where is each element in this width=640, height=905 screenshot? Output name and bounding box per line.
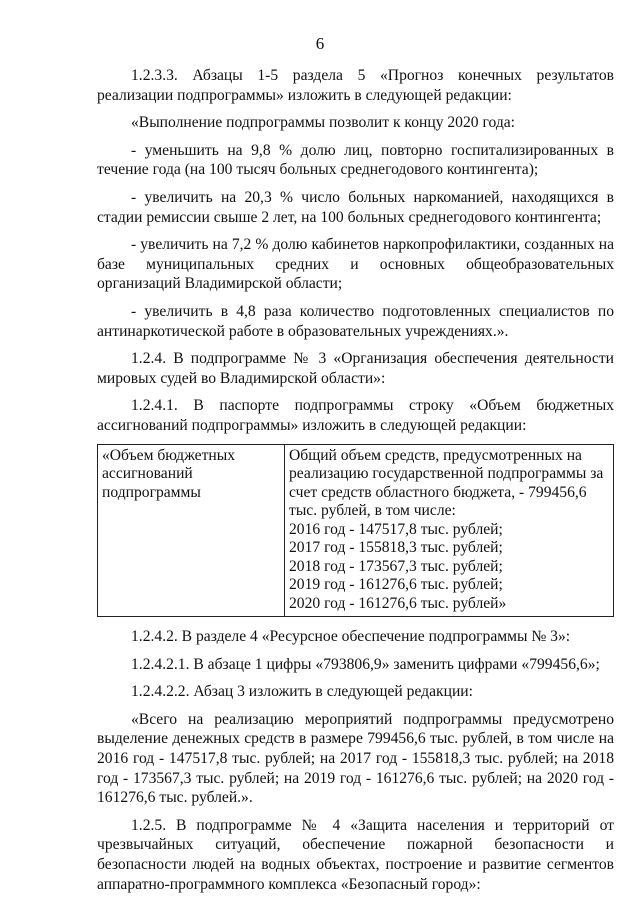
page-number: 6 xyxy=(315,34,325,53)
table-cell-label: «Объем бюджетных ассигнований подпрограммы xyxy=(98,444,285,617)
paragraph-total-funding: «Всего на реализацию мероприятий подпрограммы предусмотрено выделение денежных средств в размере 799456,6 тыс. рублей, в том числе на 2016 год - 147517,8 тыс. рублей; на 2017 год - 155818,3 тыс. рублей; на 2018 год - 173567,3 тыс. рублей; на 2019 год - 161276,6 тыс. рублей; на 2020 год - 161276,6 тыс. рублей.». xyxy=(97,710,614,807)
paragraph-1-2-4-2: 1.2.4.2. В разделе 4 «Ресурсное обеспечение подпрограммы № 3»: xyxy=(131,628,571,645)
amount-year-2019: 2019 год - 161276,6 тыс. рублей; xyxy=(289,576,503,593)
amount-year-2020: 2020 год - 161276,6 тыс. рублей» xyxy=(289,594,507,612)
table-cell-amounts xyxy=(285,444,614,617)
table-row xyxy=(98,444,614,617)
paragraph-1-2-3-3: 1.2.3.3. Абзацы 1-5 раздела 5 «Прогноз конечных результатов реализации подпрограммы» изложить в следующей редакции: xyxy=(97,67,614,104)
amounts-intro: Общий объем средств, предусмотренных на реализацию государственной подпрограммы за счет средств областного бюджета, - 799456,6 тыс. рублей, в том числе: xyxy=(289,446,604,519)
paragraph-bullet-remission: - увеличить на 20,3 % число больных наркоманией, находящихся в стадии ремиссии свыше 2 лет, на 100 больных среднегодового контингента; xyxy=(97,188,614,226)
document-body xyxy=(97,66,614,902)
amount-year-2016: 2016 год - 147517,8 тыс. рублей; xyxy=(289,520,503,538)
paragraph-forecast-intro: «Выполнение подпрограммы позволит к концу 2020 года: xyxy=(131,114,516,132)
paragraph-bullet-hospitalized: - уменьшить на 9,8 % долю лиц, повторно госпитализированных в течение года (на 100 тысяч больных среднегодового контингента); xyxy=(97,141,614,179)
amount-year-2018: 2018 год - 173567,3 тыс. рублей; xyxy=(289,557,503,575)
paragraph-1-2-4: 1.2.4. В подпрограмме № 3 «Организация обеспечения деятельности мировых судей во Владимирской области»: xyxy=(97,350,614,387)
paragraph-1-2-4-2-2: 1.2.4.2.2. Абзац 3 изложить в следующей редакции: xyxy=(131,683,473,701)
paragraph-1-2-4-1: 1.2.4.1. В паспорте подпрограммы строку «Объем бюджетных ассигнований подпрограммы» изложить в следующей редакции: xyxy=(97,397,614,434)
paragraph-1-2-5: 1.2.5. В подпрограмме № 4 «Защита населения и территорий от чрезвычайных ситуаций, обеспечение пожарной безопасности и безопасности людей на водных объектах, построение и развитие сегментов аппаратно-программного комплекса «Безопасный город»: xyxy=(97,816,614,893)
budget-allocation-table xyxy=(97,444,614,618)
paragraph-1-2-4-2-1: 1.2.4.2.1. В абзаце 1 цифры «793806,9» заменить цифрами «799456,6»; xyxy=(131,655,600,673)
paragraph-bullet-specialists: - увеличить в 4,8 раза количество подготовленных специалистов по антинаркотической работе в образовательных учреждениях.». xyxy=(97,302,614,340)
amount-year-2017: 2017 год - 155818,3 тыс. рублей; xyxy=(289,539,503,556)
paragraph-bullet-cabinets: - увеличить на 7,2 % долю кабинетов наркопрофилактики, созданных на базе муниципальных средних и основных общеобразовательных организаций Владимирской области; xyxy=(97,236,614,293)
